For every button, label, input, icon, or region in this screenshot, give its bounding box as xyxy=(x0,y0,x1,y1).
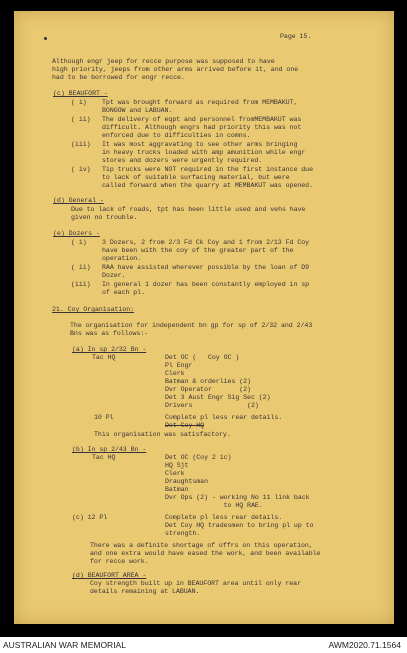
sub-heading-c: (c) 12 Pl xyxy=(72,514,108,521)
org-note: This organisation was satisfactory. xyxy=(94,431,231,438)
organisation-intro: The organisation for independent bn gp for sp of 2/32 and 2/43 xyxy=(70,322,313,329)
org-item: Dvr Ops (2) - working No 11 link back xyxy=(165,494,310,501)
item-number: ( ii) xyxy=(71,264,91,271)
footer-source: AUSTRALIAN WAR MEMORIAL xyxy=(3,640,126,650)
org-item: Complete pl less rear details. xyxy=(165,514,283,521)
item-line: of each pl. xyxy=(102,289,145,296)
org-item: Batman xyxy=(165,486,189,493)
item-line: operation. xyxy=(102,255,142,262)
org-item: HQ Sjt xyxy=(165,462,189,469)
tac-hq-label: Tac HQ xyxy=(92,454,116,461)
item-line: enforced due to difficulties in comns. xyxy=(102,132,251,139)
intro-line: had to be borrowed for engr recce. xyxy=(52,74,185,81)
item-line: BONGOW and LABUAN. xyxy=(102,107,173,114)
closing-line: for recce work. xyxy=(90,558,149,565)
organisation-intro: Bns was as follows:- xyxy=(70,330,149,337)
item-line: RAA have assisted wherever possible by the loan of D9 xyxy=(102,264,310,271)
item-line: 3 Dozers, 2 from 2/3 Fd Ck Coy and 1 from 2/13 Fd Coy xyxy=(102,239,310,246)
org-item: Clerk xyxy=(165,470,185,477)
intro-line: Although engr jeep for recce purpose was supposed to have xyxy=(52,58,275,65)
platoon-line: Complete pl less rear details. xyxy=(165,414,283,421)
section-heading-dozers: (e) Dozers - xyxy=(53,230,100,237)
item-number: ( i) xyxy=(71,99,87,106)
item-line: In general 1 dozer has been constantly employed in sp xyxy=(102,281,310,288)
section-heading-organisation: 21. Coy Organisation: xyxy=(52,306,135,313)
item-number: ( iv) xyxy=(71,166,91,173)
general-line: given no trouble. xyxy=(71,214,138,221)
punch-mark xyxy=(44,37,47,40)
item-number: ( ii) xyxy=(71,116,91,123)
item-line: It was most aggravating to see other arms bringing xyxy=(102,141,298,148)
closing-line: and one extra would have eased the work, and been available xyxy=(90,550,321,557)
sub-heading-a: (a) In sp 2/32 Bn - xyxy=(72,346,147,353)
item-line: Tip trucks were NOT required in the first instance due xyxy=(102,166,313,173)
org-item: Clerk xyxy=(165,370,185,377)
item-line: stores and dozers were urgently required. xyxy=(102,157,263,164)
item-line: Dozer. xyxy=(102,272,126,279)
org-item: Det Coy HQ tradesmen to bring pl up to xyxy=(165,522,314,529)
org-item: Pl Engr xyxy=(165,362,193,369)
section-heading-general: (d) General - xyxy=(53,197,104,204)
section-heading-beaufort: (c) BEAUFORT - xyxy=(53,90,108,97)
beaufort-area-line: Coy strength built up in BEAUFORT area until only rear xyxy=(90,580,301,587)
footer-reference: AWM2020.71.1564 xyxy=(328,640,401,650)
closing-line: There was a definite shortage of offrs on this operation, xyxy=(90,542,313,549)
item-number: ( i) xyxy=(71,239,87,246)
org-item: Det 3 Aust Engr Sig Sec (2) xyxy=(165,394,271,401)
beaufort-area-line: details remaining at LABUAN. xyxy=(90,588,200,595)
platoon-label: 10 Pl xyxy=(94,414,114,421)
org-item: to HQ RAE. xyxy=(165,502,263,509)
intro-line: high priority, jeeps from other arms arrived before it, and one xyxy=(52,66,299,73)
item-line: The delivery of eqpt and personnel fromMEMBAKUT was xyxy=(102,116,302,123)
sub-heading-b: (b) In sp 2/43 Bn - xyxy=(72,446,147,453)
item-line: difficult. Although engrs had priority this was not xyxy=(102,124,302,131)
org-item: Dvr Operator (2) xyxy=(165,386,251,393)
struck-line: Det Coy HQ xyxy=(165,422,205,429)
tac-hq-label: Tac HQ xyxy=(92,354,116,361)
archive-footer xyxy=(0,637,407,653)
org-item: Det OC ( Coy OC ) xyxy=(165,354,240,361)
page-number: Page 15. xyxy=(280,33,312,40)
org-item: Drivers (2) xyxy=(165,402,259,409)
org-item: Batman & orderlies (2) xyxy=(165,378,251,385)
general-line: Due to lack of roads, tpt has been little used and vehs have xyxy=(71,206,306,213)
item-line: in heavy trucks loaded with amp amunition while engr xyxy=(102,149,306,156)
item-number: (iii) xyxy=(71,141,91,148)
item-line: called forward when the quarry at MEMBAKUT was opened. xyxy=(102,182,313,189)
sub-heading-d: (d) BEAUFORT AREA - xyxy=(72,572,147,579)
item-line: have been with the coy of the greater part of the xyxy=(102,247,294,254)
org-item: Draughtsman xyxy=(165,478,208,485)
org-item: strength. xyxy=(165,530,201,537)
item-line: to lack of suitable surfacing material, but were xyxy=(102,174,290,181)
org-item: Det OC (Coy 2 ic) xyxy=(165,454,232,461)
item-line: Tpt was brought forward as required from MEMBAKUT, xyxy=(102,99,298,106)
item-number: (iii) xyxy=(71,281,91,288)
